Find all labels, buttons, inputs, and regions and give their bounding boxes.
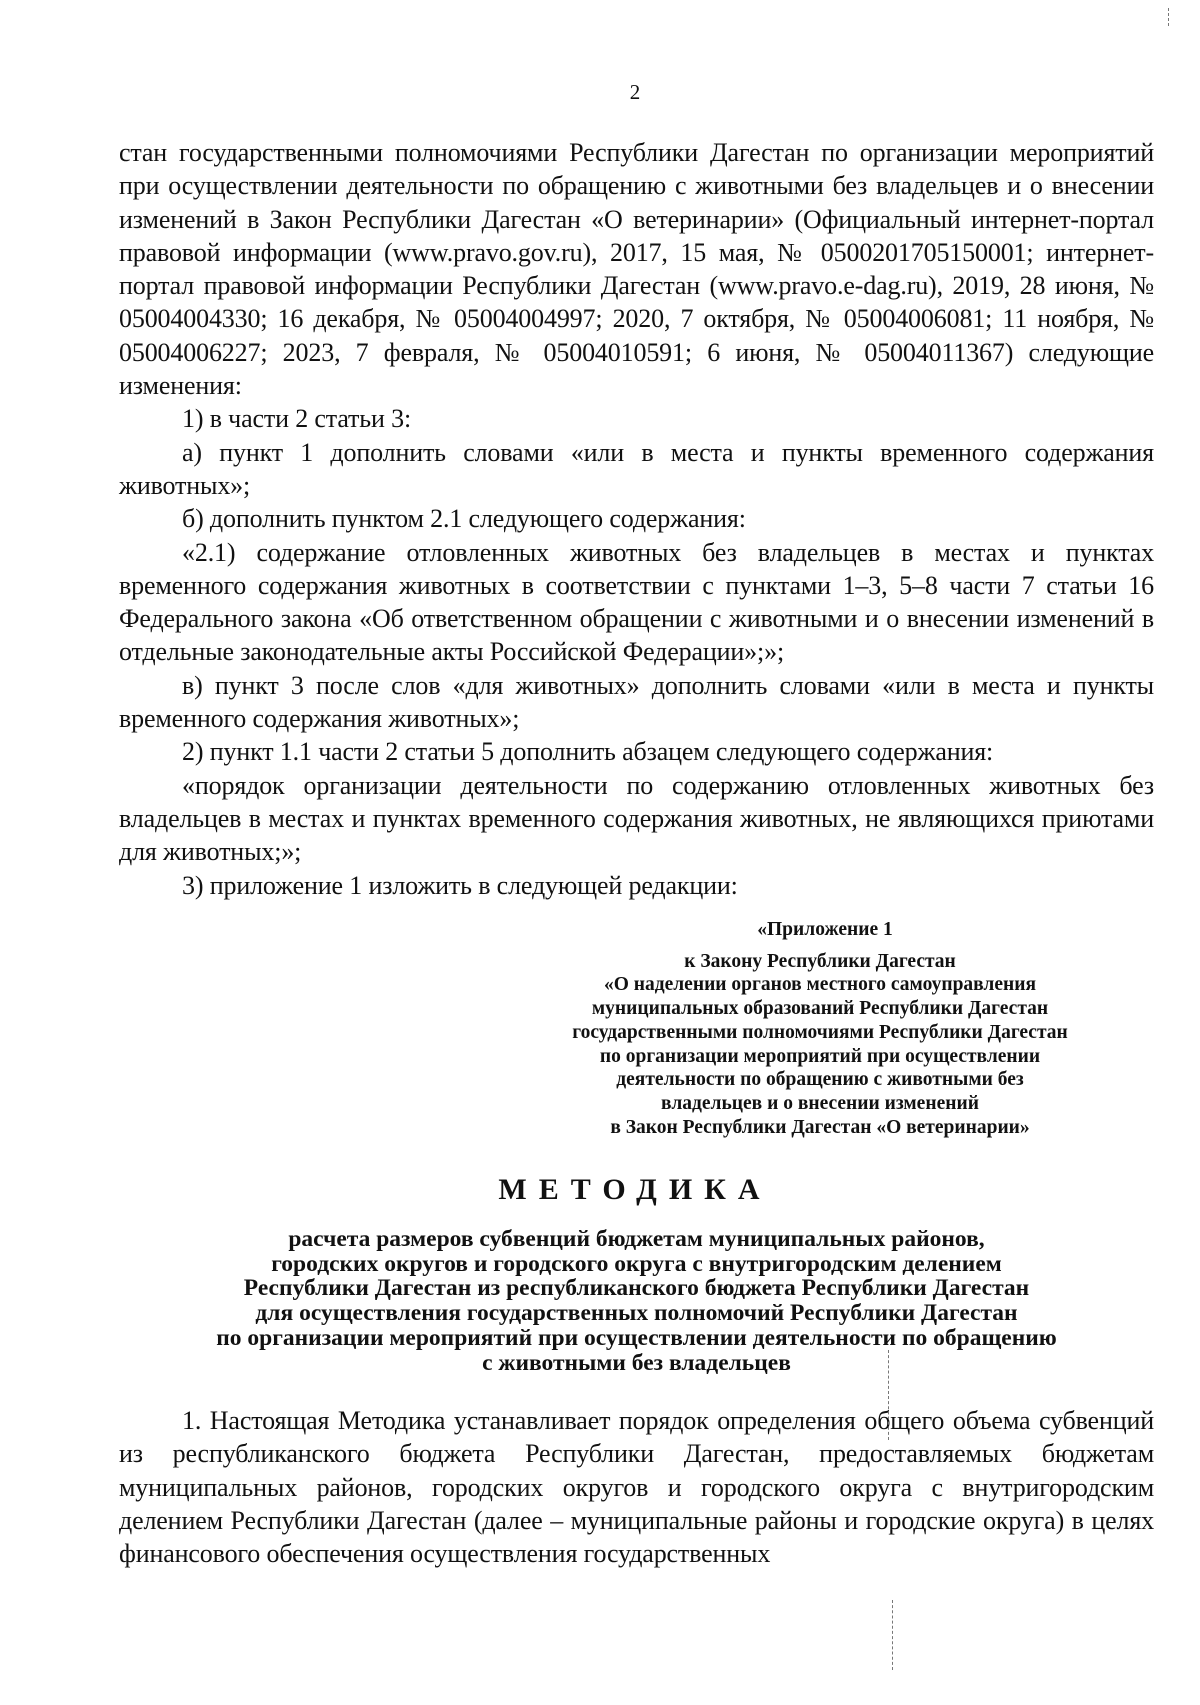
scan-artifact bbox=[892, 1600, 893, 1670]
method-subtitle-line: с животными без владельцев bbox=[482, 1349, 791, 1376]
paragraph: стан государственными полномочиями Республики Дагестан по организации мероприятий при осуществлении деятельности по обращению с животными без владельцев и о внесении изменений в Закон Республики Дагестан «О ветеринарии» (Официальный интернет-портал правовой информации (www.pravo.gov.ru), 2017, 15 мая, № 0500201705150001; интернет-портал правовой информации Республики Дагестан (www.pravo.e-dag.ru), 2019, 28 июня, № 05004004330; 16 декабря, № 05004004997; 2020, 7 октября, № 05004006081; 11 ноября, № 05004006227; 2023, 7 февраля, № 05004010591; 6 июня, № 05004011367) следующие изменения: bbox=[119, 138, 1154, 401]
appendix-line: владельцев и о внесении изменений bbox=[661, 1092, 979, 1114]
paragraph: а) пункт 1 дополнить словами «или в места и пункты временного содержания животных»; bbox=[119, 437, 1154, 500]
paragraph: 1) в части 2 статьи 3: bbox=[182, 404, 412, 434]
scan-artifact bbox=[888, 1350, 889, 1440]
appendix-line: к Закону Республики Дагестан bbox=[684, 950, 956, 972]
method-subtitle-line: расчета размеров субвенций бюджетам муниципальных районов, bbox=[288, 1226, 985, 1252]
method-subtitle-line: для осуществления государственных полномочий Республики Дагестан bbox=[255, 1300, 1018, 1327]
paragraph: 3) приложение 1 изложить в следующей редакции: bbox=[182, 870, 738, 900]
appendix-line: в Закон Республики Дагестан «О ветеринарии» bbox=[610, 1116, 1030, 1138]
paragraph: в) пункт 3 после слов «для животных» дополнить словами «или в места и пункты временного содержания животных»; bbox=[119, 670, 1154, 734]
appendix-line: по организации мероприятий при осуществлении bbox=[599, 1045, 1041, 1067]
paragraph: 1. Настоящая Методика устанавливает порядок определения общего объема субвенций из республиканского бюджета Республики Дагестан, предоставляемых бюджетам муниципальных районов, городских округов и городского округа с внутригородским делением Республики Дагестан (далее – муниципальные районы и городские округа) в целях финансового обеспечения осуществления государственных bbox=[119, 1406, 1154, 1569]
page-number: 2 bbox=[629, 80, 641, 104]
appendix-line: «О наделении органов местного самоуправления bbox=[603, 974, 1037, 996]
appendix-line: муниципальных образований Республики Дагестан bbox=[591, 998, 1049, 1020]
appendix-title: «Приложение 1 bbox=[757, 919, 893, 940]
paragraph: б) дополнить пунктом 2.1 следующего содержания: bbox=[182, 504, 746, 534]
paragraph: 2) пункт 1.1 части 2 статьи 5 дополнить абзацем следующего содержания: bbox=[182, 737, 994, 767]
method-subtitle-line: городских округов и городского округа с внутригородским делением bbox=[271, 1250, 1002, 1277]
appendix-header bbox=[500, 918, 1140, 1139]
method-subtitle-line: Республики Дагестан из республиканского бюджета Республики Дагестан bbox=[243, 1275, 1030, 1302]
scan-artifact bbox=[1168, 8, 1169, 26]
method-title: МЕТОДИКА bbox=[498, 1173, 772, 1206]
method-subtitle bbox=[119, 1227, 1154, 1375]
main-text bbox=[119, 136, 1154, 902]
appendix-line: государственными полномочиями Республики Дагестан bbox=[572, 1021, 1068, 1043]
paragraph: «2.1) содержание отловленных животных без владельцев в местах и пунктах временного содержания животных в соответствии с пунктами 1–3, 5–8 части 7 статьи 16 Федерального закона «Об ответственном обращении с животными и о внесении изменений в отдельные законодательные акты Российской Федерации»;»; bbox=[119, 537, 1154, 667]
appendix-line: деятельности по обращению с животными без bbox=[616, 1069, 1024, 1091]
paragraph: «порядок организации деятельности по содержанию отловленных животных без владельцев в местах и пунктах временного содержания животных, не являющихся приютами для животных;»; bbox=[119, 770, 1154, 867]
method-text bbox=[119, 1404, 1154, 1570]
method-subtitle-line: по организации мероприятий при осуществлении деятельности по обращению bbox=[216, 1324, 1057, 1351]
